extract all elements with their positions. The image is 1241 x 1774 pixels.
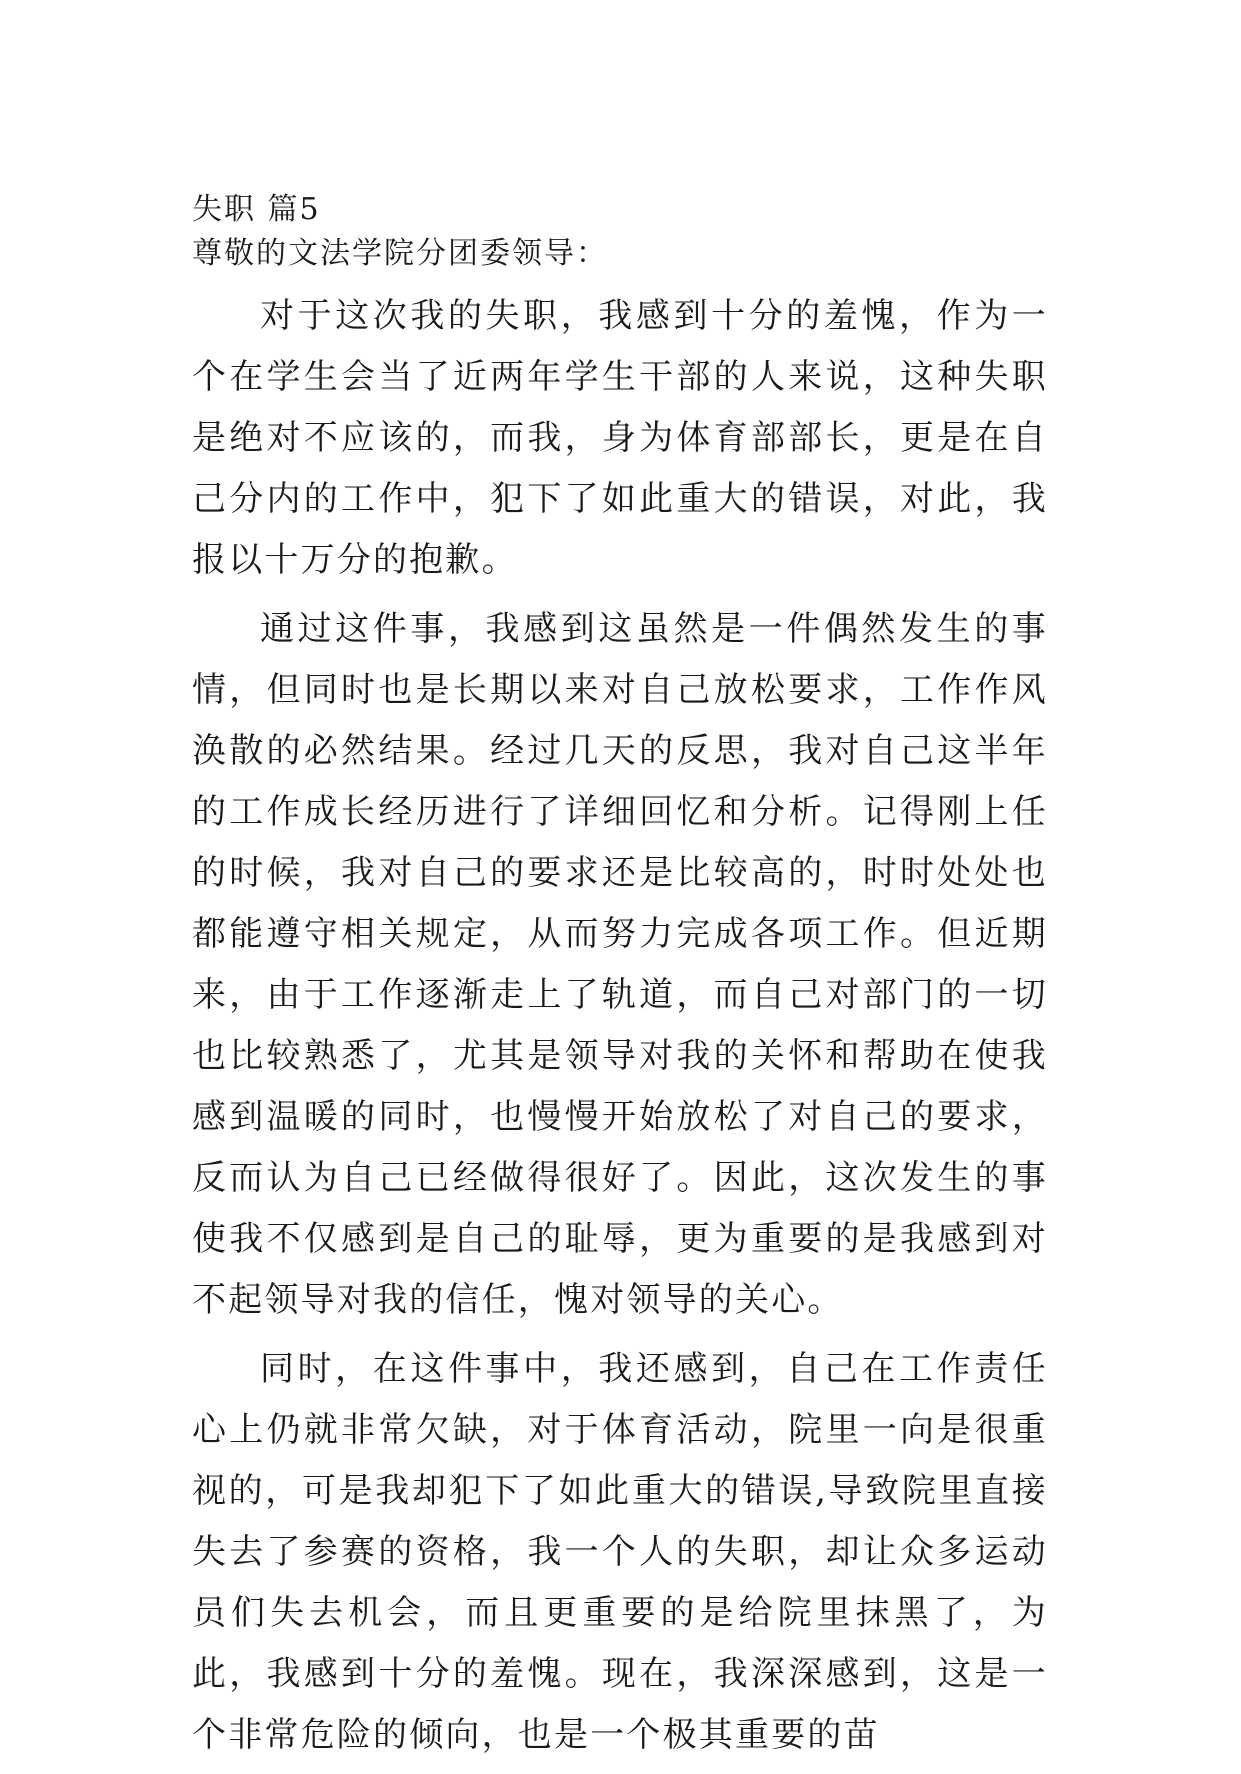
paragraph-3: 同时，在这件事中，我还感到，自己在工作责任心上仍就非常欠缺，对于体育活动，院里一向是很重视的，可是我却犯下了如此重大的错误,导致院里直接失去了参赛的资格，我一个人的失职，却让众多运动员们失去机会，而且更重要的是给院里抹黑了，为此，我感到十分的羞愧。现在，我深深感到，这是一个非常危险的倾向，也是一个极其重要的苗 (192, 1349, 1048, 1755)
paragraph-2: 通过这件事，我感到这虽然是一件偶然发生的事情，但同时也是长期以来对自己放松要求，工作作风涣散的必然结果。经过几天的反思，我对自己这半年的工作成长经历进行了详细回忆和分析。记得刚上任的时候，我对自己的要求还是比较高的，时时处处也都能遵守相关规定，从而努力完成各项工作。但近期来，由于工作逐渐走上了轨道，而自己对部门的一切也比较熟悉了，尤其是领导对我的关怀和帮助在使我感到温暖的同时，也慢慢开始放松了对自己的要求，反而认为自己已经做得很好了。因此，这次发生的事使我不仅感到是自己的耻辱，更为重要的是我感到对不起领导对我的信任，愧对领导的关心。 (192, 609, 1048, 1320)
document-title: 失职 篇5 (192, 192, 321, 227)
document-body (192, 190, 1048, 1774)
paragraph-1: 对于这次我的失职，我感到十分的羞愧，作为一个在学生会当了近两年学生干部的人来说，这种失职是绝对不应该的，而我，身为体育部部长，更是在自己分内的工作中，犯下了如此重大的错误，对此，我报以十万分的抱歉。 (192, 296, 1048, 580)
salutation: 尊敬的文法学院分团委领导： (192, 236, 608, 271)
